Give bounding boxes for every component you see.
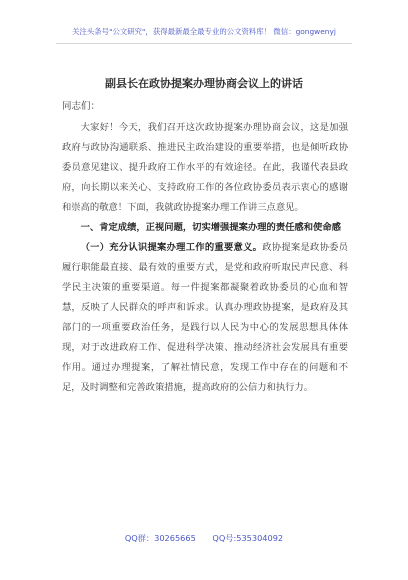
subsection-heading: （一）充分认识提案办理工作的重要意义。 [80, 242, 263, 253]
paragraph-significance [62, 238, 348, 398]
header-divider [56, 43, 352, 44]
header-note: 关注头条号"公文研究"，获得最新最全最专业的公文资料库！ 微信：gongwenyj [72, 27, 336, 36]
paragraph-intro: 大家好！今天，我们召开这次政协提案办理协商会议，这是加强政府与政协沟通联系、推进民主政治建设的重要举措，也是倾听政协委员意见建议、提升政府工作水平的有效途径。在此，我谨代表县政府，向长期以来关心、支持政府工作的各位政协委员表示衷心的感谢和崇高的敬意！下面，我就政协提案办理工作讲三点意见。 [62, 122, 348, 213]
document-body [62, 118, 348, 398]
footer-contact [0, 533, 408, 544]
section-heading: 一、肯定成绩，正视问题，切实增强提案办理的责任感和使命感 [80, 222, 341, 233]
footer-qq-number: QQ号:535304092 [212, 533, 284, 543]
footer-qq-group: QQ群：30265665 [124, 533, 196, 543]
salutation: 同志们： [62, 101, 101, 112]
page-title: 副县长在政协提案办理协商会议上的讲话 [105, 77, 303, 90]
paragraph-significance-text: 政协提案是政协委员履行职能最直接、最有效的重要方式，是党和政府听取民声民意、科学民主决策的重要渠道。每一件提案都凝聚着政协委员的心血和智慧，反映了人民群众的呼声和诉求。认真办理政协提案，是政府及其部门的一项重要政治任务，是践行以人民为中心的发展思想具体体现，对于改进政府工作、促进科学决策、推动经济社会发展具有重要作用。通过办理提案，了解社情民意，发现工作中存在的问题和不足，及时调整和完善政策措施，提高政府的公信力和执行力。 [62, 242, 348, 393]
